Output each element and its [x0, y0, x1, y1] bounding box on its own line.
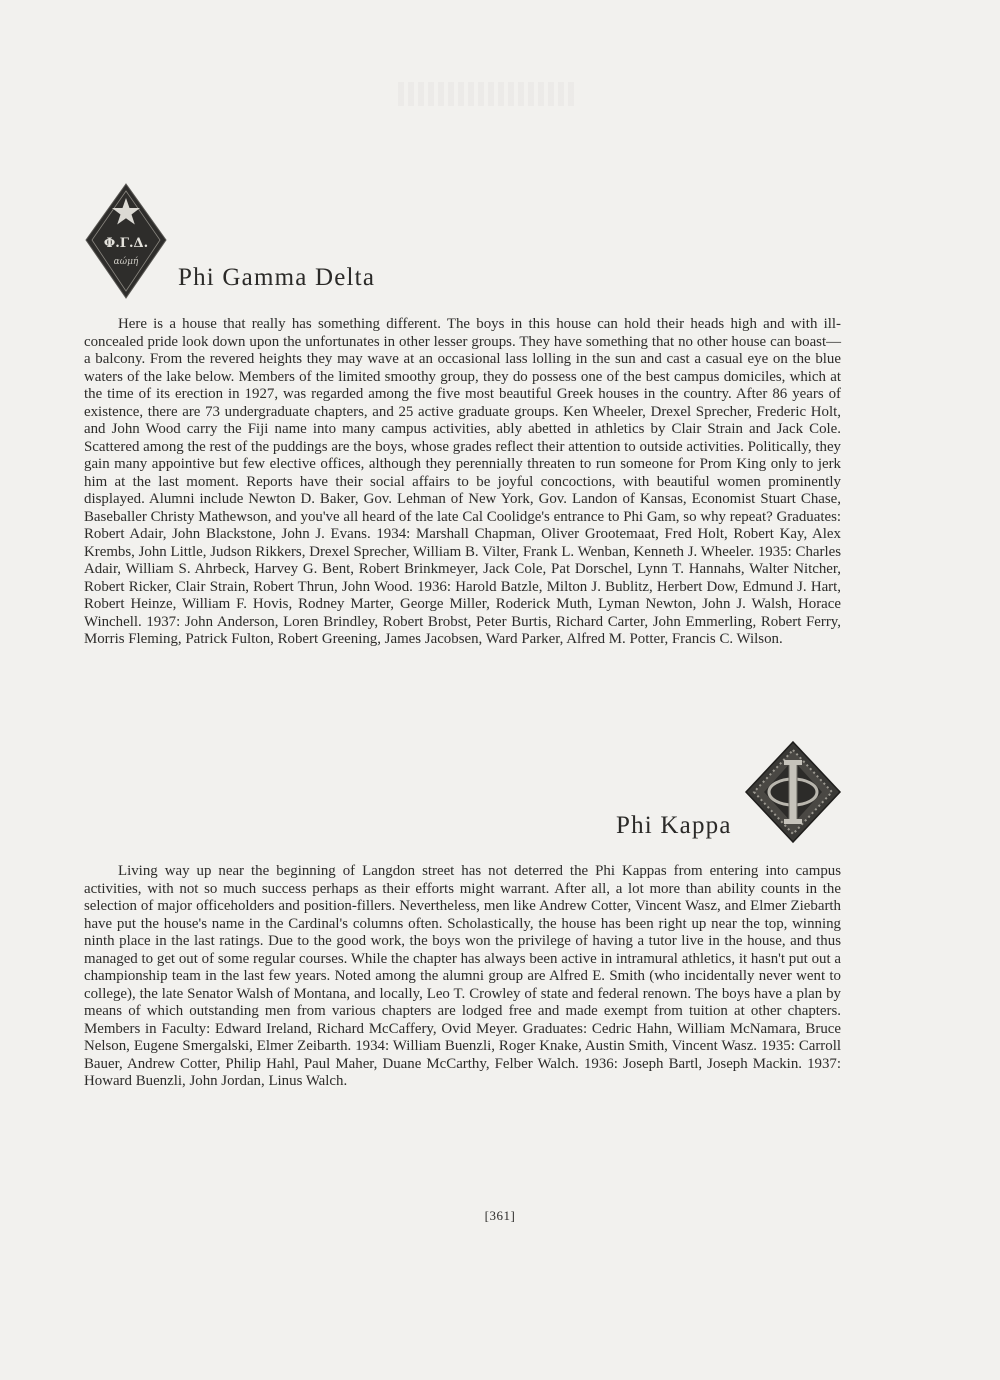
section-title-phi-gamma-delta: Phi Gamma Delta — [178, 264, 376, 291]
bleed-through-text — [398, 82, 578, 106]
crest-motto: αώμή — [113, 257, 139, 267]
page-number: [361] — [484, 1208, 516, 1223]
crest-letters: Φ.Γ.Δ. — [103, 236, 149, 251]
section-text-phi-gamma-delta: Here is a house that really has something different. The boys in this house can hold their heads high and with ill-concealed pride look down upon the unfortunates in other lesser groups. They have something that no other house can boast—a balcony. From the revered heights they may wave at an occasional lass lolling in the sun and cast a casual eye on the blue waters of the lake below. Members of the limited smoothy group, they do possess one of the best campus domiciles, which at the time of its erection in 1927, was regarded among the five most beautiful Greek houses in the country. After 86 years of existence, there are 73 undergraduate chapters, and 25 active graduate groups. Ken Wheeler, Drexel Sprecher, Frederic Holt, and John Wood carry the Fiji name into many campus activities, ably abetted in athletics by Clair Strain and Jack Cole. Scattered among the rest of the puddings are the boys, whose grades reflect their attention to outside activities. Politically, they gain many appointive but few elective offices, although they perennially threaten to run someone for Prom King only to jerk him at the last moment. Reports have their social affairs to be joyful concoctions, with beautiful women prominently displayed. Alumni include Newton D. Baker, Gov. Lehman of New York, Gov. Landon of Kansas, Economist Stuart Chase, Baseballer Christy Mathewson, and you've all heard of the late Cal Coolidge's entrance to Phi Gam, so why repeat? Graduates: Robert Adair, John Blackstone, John J. Evans. 1934: Marshall Chapman, Oliver Grootemaat, Fred Holt, Robert Kay, Alex Krembs, John Little, Judson Rikkers, Drexel Sprecher, William B. Vilter, Frank L. Wenban, Kenneth J. Wheeler. 1935: Charles Adair, William S. Ahrbeck, Harvey G. Bent, Robert Brinkmeyer, Jack Cole, Pat Dorschel, Lynn T. Hannahs, Walter Nitcher, Robert Ricker, Clair Strain, Robert Thrun, John Wood. 1936: Harold Batzle, Milton J. Bublitz, Herbert Dow, Edmund J. Hart, Robert Heinze, William F. Hovis, Rodney Marter, George Miller, Roderick Muth, Lyman Newton, John J. Walsh, Horace Winchell. 1937: John Anderson, Loren Brindley, Robert Brobst, Peter Burtis, Richard Carter, John Emmerling, Robert Ferry, Morris Fleming, Patrick Fulton, Robert Greening, James Jacobsen, Ward Parker, Alfred M. Potter, Francis C. Wilson. — [84, 316, 841, 647]
section-title-phi-kappa: Phi Kappa — [616, 812, 732, 839]
jeweled-diamond-pin-icon — [744, 740, 842, 844]
diamond-crest-star-icon — [84, 182, 168, 300]
section-text-phi-kappa: Living way up near the beginning of Langdon street has not deterred the Phi Kappas from entering into campus activities, with not so much success perhaps as their efforts might warrant. After all, a lot more than ability counts in the selection of major officeholders and position-fillers. Nevertheless, men like Andrew Cotter, Vincent Wasz, and Elmer Ziebarth have put the house's name in the Cardinal's columns often. Scholastically, the house has been right up near the top, winning ninth place in the last ratings. Due to the good work, the boys won the privilege of having a tutor live in the house, and thus managed to get out of some regular courses. While the chapter has always been active in intramural athletics, it hasn't put out a championship team in the last few years. Noted among the alumni group are Alfred E. Smith (who incidentally never went to college), the late Senator Walsh of Montana, and locally, Leo T. Crowley of state and federal renown. The boys have a plan by means of which outstanding men from various chapters are lodged free and made exempt from tuition at other chapters. Members in Faculty: Edward Ireland, Richard McCaffery, Ovid Meyer. Graduates: Cedric Hahn, William McNamara, Bruce Nelson, Eugene Smergalski, Elmer Zeibarth. 1934: William Buenzli, Roger Knake, Austin Smith, Vincent Wasz. 1935: Carroll Bauer, Andrew Cotter, Philip Hahl, Paul Maher, Duane McCarthy, Felber Walch. 1936: Joseph Bartl, Joseph Mackin. 1937: Howard Buenzli, John Jordan, Linus Walch. — [84, 863, 841, 1089]
